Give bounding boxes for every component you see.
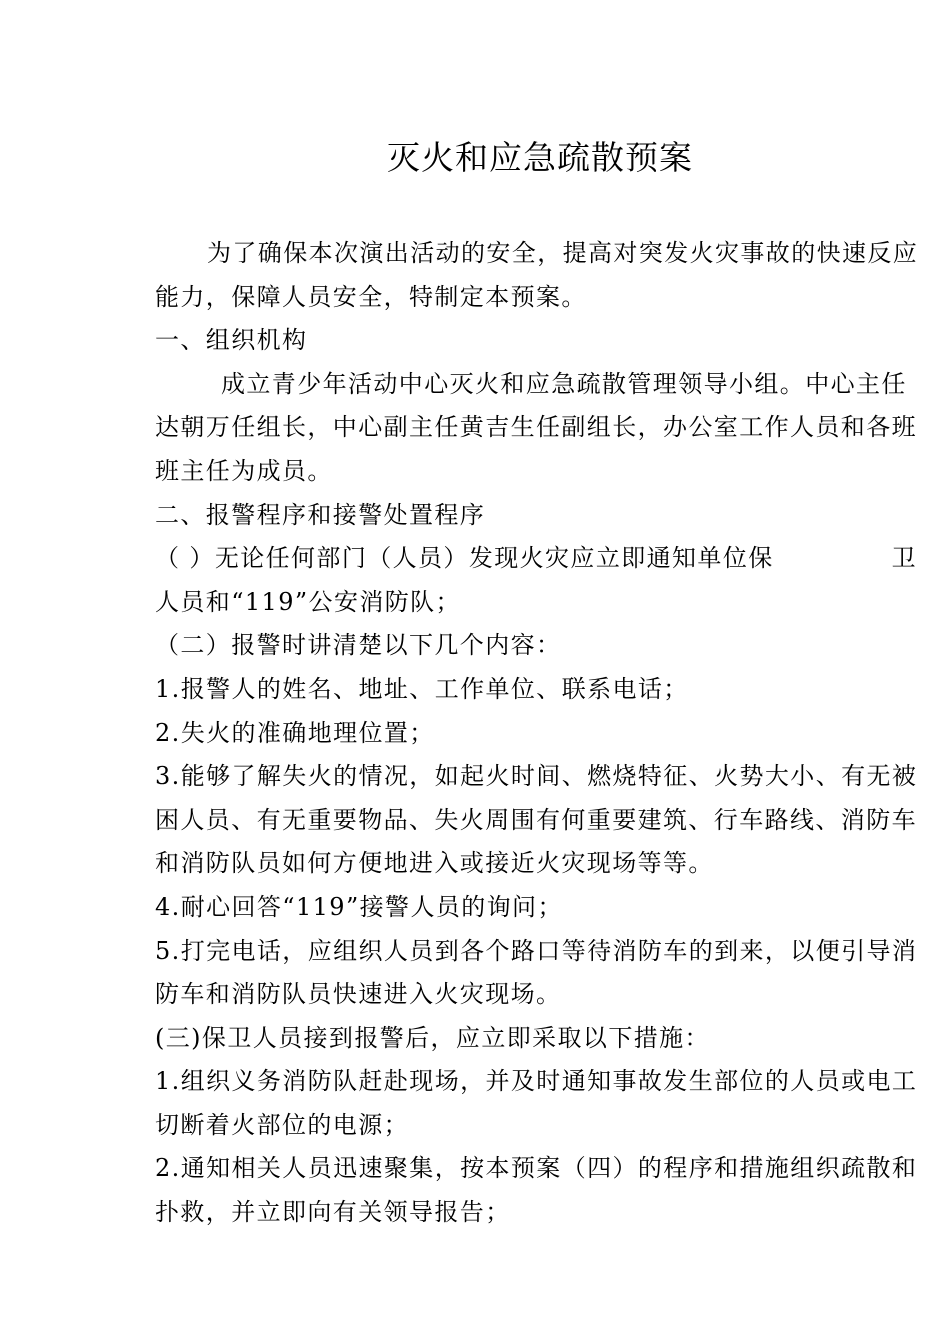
- organization-paragraph: 成立青少年活动中心灭火和应急疏散管理领导小组。中心主任达朝万任组长，中心副主任黄吉生任副组长，办公室工作人员和各班班主任为成员。: [155, 369, 917, 485]
- alarm-item-1: [155, 537, 923, 581]
- section-heading-organization: 一、组织机构: [155, 326, 308, 355]
- alarm-point-3: 3.能够了解失火的情况，如起火时间、燃烧特征、火势大小、有无被困人员、有无重要物品、失火周围有何重要建筑、行车路线、消防车和消防队员如何方便地进入或接近火灾现场等等。: [155, 762, 918, 878]
- section-heading-alarm-procedure: 二、报警程序和接警处置程序: [155, 500, 486, 529]
- alarm-item-1-text-a: （ ）无论任何部门（人员）发现火灾应立即通知单位保: [155, 544, 774, 573]
- alarm-item-2: （二）报警时讲清楚以下几个内容：: [155, 631, 562, 660]
- intro-paragraph: 为了确保本次演出活动的安全，提高对突发火灾事故的快速反应能力，保障人员安全，特制定本预案。: [155, 239, 919, 311]
- alarm-point-5: 5.打完电话，应组织人员到各个路口等待消防车的到来，以便引导消防车和消防队员快速进入火灾现场。: [155, 936, 918, 1009]
- alarm-point-1: 1.报警人的姓名、地址、工作单位、联系电话；: [155, 674, 689, 703]
- measure-2: 2.通知相关人员迅速聚集，按本预案（四）的程序和措施组织疏散和扑救，并立即向有关领导报告；: [155, 1154, 918, 1227]
- alarm-item-3: (三)保卫人员接到报警后，应立即采取以下措施：: [155, 1023, 710, 1052]
- document-title: 灭火和应急疏散预案: [387, 138, 693, 177]
- alarm-point-4: 4.耐心回答“119”接警人员的询问；: [155, 892, 563, 921]
- alarm-item-1-continuation: 人员和“119”公安消防队；: [155, 587, 461, 616]
- measure-1: 1.组织义务消防队赶赴现场，并及时通知事故发生部位的人员或电工切断着火部位的电源；: [155, 1067, 918, 1139]
- document-body: [155, 232, 923, 1235]
- alarm-point-2: 2.失火的准确地理位置；: [155, 718, 435, 747]
- alarm-item-1-text-b: 卫: [891, 544, 918, 573]
